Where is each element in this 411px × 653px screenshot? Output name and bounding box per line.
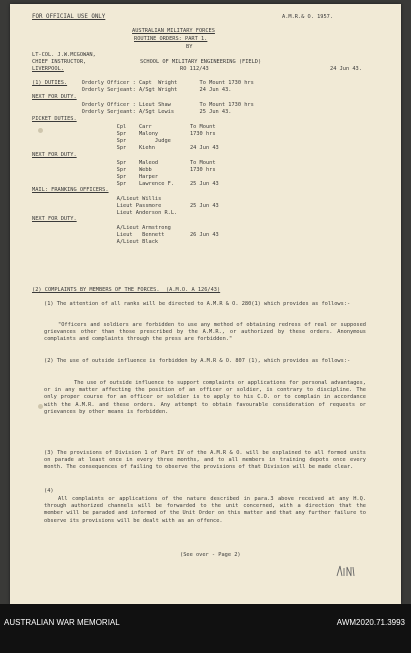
duty-line: Lieut Bennett 26 Jun 43 — [72, 231, 219, 238]
duty-line: Orderly Officer : Lieut Shaw To Mount 1730 hrs — [72, 102, 254, 109]
paragraph: (4) — [44, 488, 54, 494]
order-date: 24 Jun 43. — [330, 66, 362, 72]
paragraph: The use of outside influence to support complaints or applications for personal advantages, or in any matter affecting the position of an officer or soldier, is contrary to discipline. The only proper course for an officer or soldier is to apply to his C.O. or to complain in accordance with the A.M.R. and these orders. Any attempt to obtain favourable consideration of requests or grievances by other means is forbidden. — [44, 380, 366, 415]
paragraph: (2) The use of outside influence is forbidden by A.M.R & O. 807 (1), which provides as follows:- — [44, 358, 351, 364]
duty-heading: NEXT FOR DUTY. — [32, 93, 77, 100]
duty-heading: PICKET DUTIES. — [32, 115, 77, 122]
archive-footer — [0, 604, 411, 653]
section-2-heading: (2) COMPLAINTS BY MEMBERS OF THE FORCES. (A.M.O. A 126/43) — [32, 287, 221, 293]
duty-line: Spr Kiehn 24 Jun 43 — [72, 144, 219, 151]
duty-heading: (1) DUTIES. — [32, 80, 68, 86]
duty-line: A/Lieut Willis — [72, 196, 162, 202]
archive-name: AUSTRALIAN WAR MEMORIAL — [4, 618, 120, 627]
org-line-3: BY — [186, 44, 193, 50]
archive-id: AWM2020.71.3993 — [336, 618, 405, 627]
duty-line: Orderly Serjeant: A/Sgt Wright 24 Jun 43. — [72, 86, 232, 93]
commander-name: LT-COL. J.W.MCGOWAN, — [32, 52, 96, 58]
duty-line: Spr Harper — [72, 173, 159, 180]
paragraph: "Officers and soldiers are forbidden to use any method of obtaining redress of real or supposed grievances other than those prescribed by the A.M.R., or authorized by these orders. Anonymous complaints and complaints through the press are forbidden." — [44, 322, 366, 343]
see-over-note: (See over - Page 2) — [180, 552, 241, 558]
org-line-1: AUSTRALIAN MILITARY FORCES — [132, 28, 215, 34]
duty-heading: NEXT FOR DUTY. — [32, 216, 77, 223]
document-page — [10, 4, 401, 604]
duty-heading: NEXT FOR DUTY. — [32, 151, 77, 158]
paragraph: (3) The provisions of Division 1 of Part IV of the A.M.R & O. will be explained to all formed units on parade at least once in every three months, and to all members in training depots once every month. The consequences of failing to observe the provisions of that Division will be made clear. — [44, 450, 366, 471]
duty-line: Orderly Serjeant: A/Sgt Lewis 25 Jun 43. — [72, 109, 232, 115]
commander-title: CHIEF INSTRUCTOR, — [32, 59, 87, 65]
org-line-2: ROUTINE ORDERS: PART 1. — [134, 36, 208, 42]
school-name: SCHOOL OF MILITARY ENGINEERING (FIELD) — [140, 59, 262, 65]
duty-line: Spr Lawrence F. 25 Jun 43 — [72, 180, 219, 187]
commander-location: LIVERPOOL. — [32, 66, 64, 72]
duty-line: Cpl Carr To Mount — [72, 124, 216, 131]
duty-line: Spr Webb 1730 hrs — [72, 167, 216, 173]
punch-hole — [38, 128, 43, 133]
reference: A.M.R.& O. 1957. — [282, 14, 334, 20]
paragraph: All complaints or applications of the nature described in para.3 above received at any H.Q. through authorized channels will be forwarded to the unit concerned, with a direction that the member will be paraded and informed of the Unit Order on this matter and that any further failure to observe its provisions will be dealt with as an offence. — [44, 496, 366, 524]
duty-line: Lieut Passmore 25 Jun 43 — [72, 202, 219, 209]
duty-heading: MAIL: FRANKING OFFICERS. — [32, 187, 109, 194]
initials-signature — [335, 564, 357, 581]
duty-line: Spr Maleod To Mount — [72, 160, 216, 167]
order-number: RO 112/43 — [180, 66, 209, 72]
duty-line: Lieut Anderson R.L. — [72, 209, 178, 216]
classification-mark: FOR OFFICIAL USE ONLY — [32, 14, 106, 20]
duty-line: A/Lieut Armstrong — [72, 225, 171, 231]
paragraph: (1) The attention of all ranks will be directed to A.M.R & O. 280(1) which provides as follows:- — [44, 301, 351, 307]
duty-line: Spr Judge — [72, 138, 171, 144]
duty-line: Spr Malony 1730 hrs — [72, 131, 216, 138]
duty-line: Orderly Officer : Capt Wright To Mount 1730 hrs — [72, 80, 254, 86]
punch-hole — [38, 404, 43, 409]
duty-line: A/Lieut Black — [72, 238, 159, 245]
